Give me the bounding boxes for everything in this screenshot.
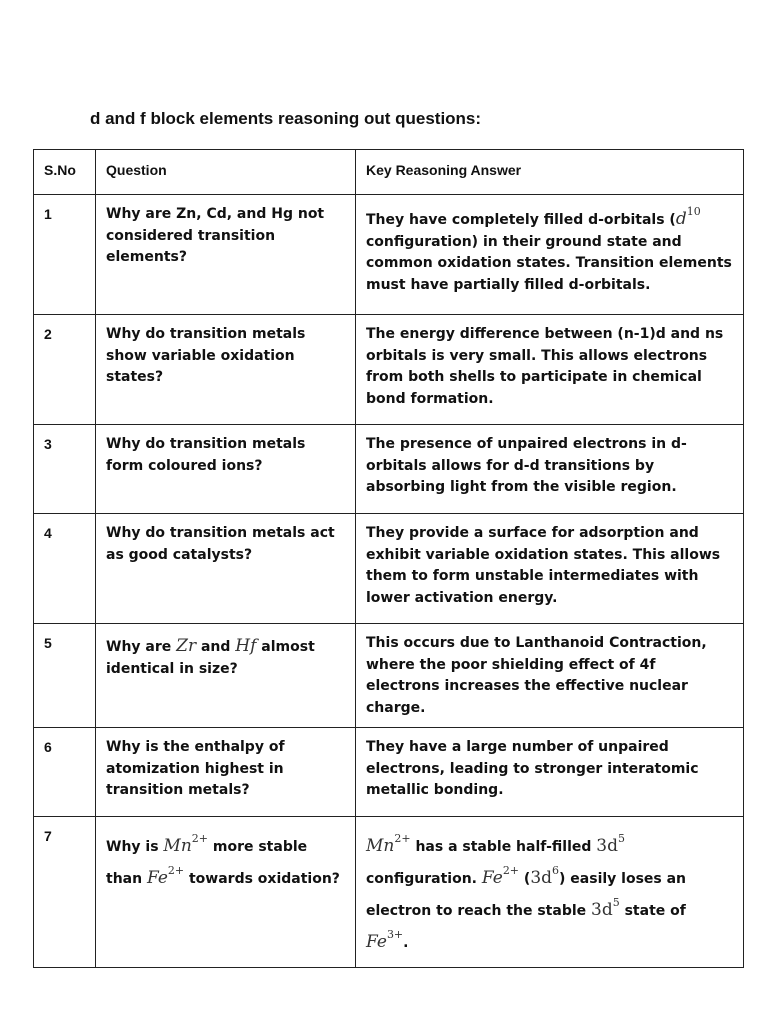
row-answer: The presence of unpaired electrons in d-orbitals allows for d-d transitions by absorbing light from the visible region. [356, 425, 744, 514]
table-row [34, 624, 744, 728]
row-answer: They have a large number of unpaired electrons, leading to stronger interatomic metallic bonding. [356, 728, 744, 817]
row-answer: They provide a surface for adsorption and exhibit variable oxidation states. This allows them to form unstable intermediates with lower activation energy. [356, 514, 744, 624]
row-sno: 4 [34, 514, 96, 624]
questions-table [33, 149, 744, 968]
row-answer: This occurs due to Lanthanoid Contraction, where the poor shielding effect of 4f electrons increases the effective nuclear charge. [356, 624, 744, 728]
header-question: Question [96, 150, 356, 195]
row-question: Why do transition metals form coloured ions? [96, 425, 356, 514]
row-question: Why do transition metals show variable oxidation states? [96, 315, 356, 425]
table-row [34, 514, 744, 624]
row-answer: $Mn^{2+}$ has a stable half-filled $3d^5$ configuration. $Fe^{2+}$ $(3d^6)$ easily loses an electron to reach the stable $3d^5$ state of $Fe^{3+}$. [356, 817, 744, 968]
row-question: Why is $Mn^{2+}$ more stable than $Fe^{2+}$ towards oxidation? [96, 817, 356, 968]
row-question: Why are Zr and Hf almost identical in size? [96, 624, 356, 728]
row-sno: 7 [34, 817, 96, 968]
row-question: Why is the enthalpy of atomization highest in transition metals? [96, 728, 356, 817]
row-sno: 5 [34, 624, 96, 728]
page-title: d and f block elements reasoning out questions: [90, 109, 482, 128]
table-header-row [34, 150, 744, 195]
row-sno: 6 [34, 728, 96, 817]
row-sno: 2 [34, 315, 96, 425]
row-sno: 1 [34, 195, 96, 315]
header-answer: Key Reasoning Answer [356, 150, 744, 195]
table-row [34, 425, 744, 514]
table-row [34, 315, 744, 425]
table-row [34, 817, 744, 968]
row-answer: The energy difference between (n-1)d and ns orbitals is very small. This allows electrons from both shells to participate in chemical bond formation. [356, 315, 744, 425]
row-question: Why do transition metals act as good catalysts? [96, 514, 356, 624]
row-question: Why are Zn, Cd, and Hg not considered transition elements? [96, 195, 356, 315]
header-sno: S.No [34, 150, 96, 195]
table-row [34, 195, 744, 315]
row-answer: They have completely filled d-orbitals ($d^{10}$ configuration) in their ground state and common oxidation states. Transition elements must have partially filled d-orbitals. [356, 195, 744, 315]
table-row [34, 728, 744, 817]
row-sno: 3 [34, 425, 96, 514]
